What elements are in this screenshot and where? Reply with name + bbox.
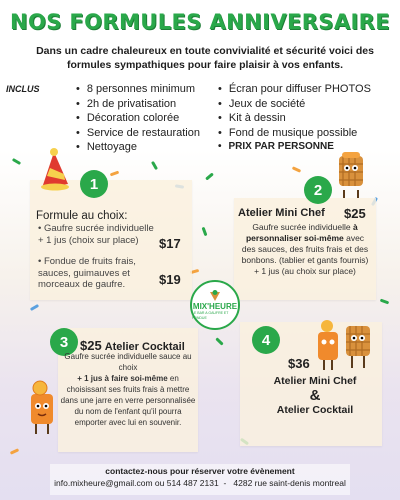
logo-tagline: LE BAR A GAUFRE ET FONDUE <box>192 310 229 320</box>
intro-text: Dans un cadre chaleureux en toute convivialité et sécurité voici des formules sympathiques pour faire plaisir à vos enfants. <box>36 45 374 71</box>
address-text: 4282 rue saint-denis montreal <box>233 478 346 488</box>
waffle-character-icon <box>334 152 368 200</box>
option-2-line: morceaux de gaufre. <box>38 279 126 290</box>
card-price: $25 <box>344 206 366 221</box>
phone-text: ou 514 487 2131 <box>154 478 219 488</box>
desc-text: Gaufre sucrée individuelle <box>252 222 353 232</box>
desc-text: en choisissant ses fruits frais à mettre dans une jarre en verre personnalisée du nom de l'enfant qu'il pourra emporter avec lui en souvenir. <box>60 374 196 427</box>
desc-text: Gaufre sucrée individuelle sauce au choix <box>64 352 192 372</box>
card-price: $25 <box>80 338 102 353</box>
juice-character-icon <box>22 380 62 436</box>
card-number-badge: 3 <box>50 328 78 356</box>
included-item: • Kit à dessin <box>218 111 371 126</box>
card-title: Atelier Cocktail <box>104 341 185 353</box>
option-2-line: Fondue de fruits frais, <box>43 256 136 267</box>
desc-text: avec des sauces, des fruits frais et des bonbons. (tablier et gants fournis) <box>241 233 369 265</box>
desc-bold: à personnaliser soi-même <box>245 222 358 243</box>
contact-details <box>50 477 350 489</box>
card-line: Atelier Cocktail <box>276 404 354 416</box>
included-item: • Jeux de société <box>218 97 371 112</box>
mixheure-logo <box>190 280 240 330</box>
card-text <box>250 356 380 417</box>
contact-heading: contactez-nous pour réserver votre évènement <box>105 466 295 476</box>
card-number-badge: 4 <box>252 326 280 354</box>
party-hat-icon <box>34 146 74 192</box>
included-item: • Service de restauration <box>76 126 200 141</box>
card-title: Atelier Mini Chef <box>238 207 325 219</box>
included-item: • Décoration colorée <box>76 111 200 126</box>
inclus-label: INCLUS <box>6 84 40 94</box>
card-price: $36 <box>288 356 310 371</box>
option-2-line: sauces, guimauves et <box>38 267 130 279</box>
option-1-price: $17 <box>159 236 181 251</box>
option-2-text: • Fondue de fruits frais, sauces, guimauves et morceaux de gaufre. <box>38 256 136 290</box>
card-description <box>60 351 196 428</box>
card-title: Formule au choix: <box>36 210 128 222</box>
included-item: • 2h de privatisation <box>76 97 200 112</box>
price-per-person-note: • PRIX PAR PERSONNE <box>218 140 371 155</box>
separator: - <box>223 478 227 488</box>
option-2-price: $19 <box>159 272 181 287</box>
option-1-line: Gaufre sucrée individuelle <box>43 223 154 234</box>
email-link[interactable]: info.mixheure@gmail.com <box>54 478 153 488</box>
card-number-badge: 1 <box>80 170 108 198</box>
page-title: NOS FORMULES ANNIVERSAIRE <box>9 10 391 34</box>
included-list-right <box>218 82 371 155</box>
included-item: • 8 personnes minimum <box>76 82 200 97</box>
contact-footer <box>50 464 350 495</box>
included-item: • Fond de musique possible <box>218 126 371 141</box>
desc-extra: + 1 jus (au choix sur place) <box>254 266 356 276</box>
card-description <box>238 222 372 277</box>
desc-bold: + 1 jus à faire soi-même <box>77 374 168 383</box>
included-item: • Nettoyage <box>76 140 200 155</box>
option-1-text: • Gaufre sucrée individuelle + 1 jus (choix sur place) <box>38 223 154 246</box>
included-list-left <box>76 82 200 155</box>
option-1-line: + 1 jus (choix sur place) <box>38 234 139 246</box>
card-number-badge: 2 <box>304 176 332 204</box>
waffle-cone-icon <box>208 290 222 302</box>
included-item: • Écran pour diffuser PHOTOS <box>218 82 371 97</box>
card-ampersand: & <box>309 387 321 404</box>
card-line: Atelier Mini Chef <box>273 375 357 387</box>
logo-brand: MIX'HEURE <box>192 301 238 311</box>
